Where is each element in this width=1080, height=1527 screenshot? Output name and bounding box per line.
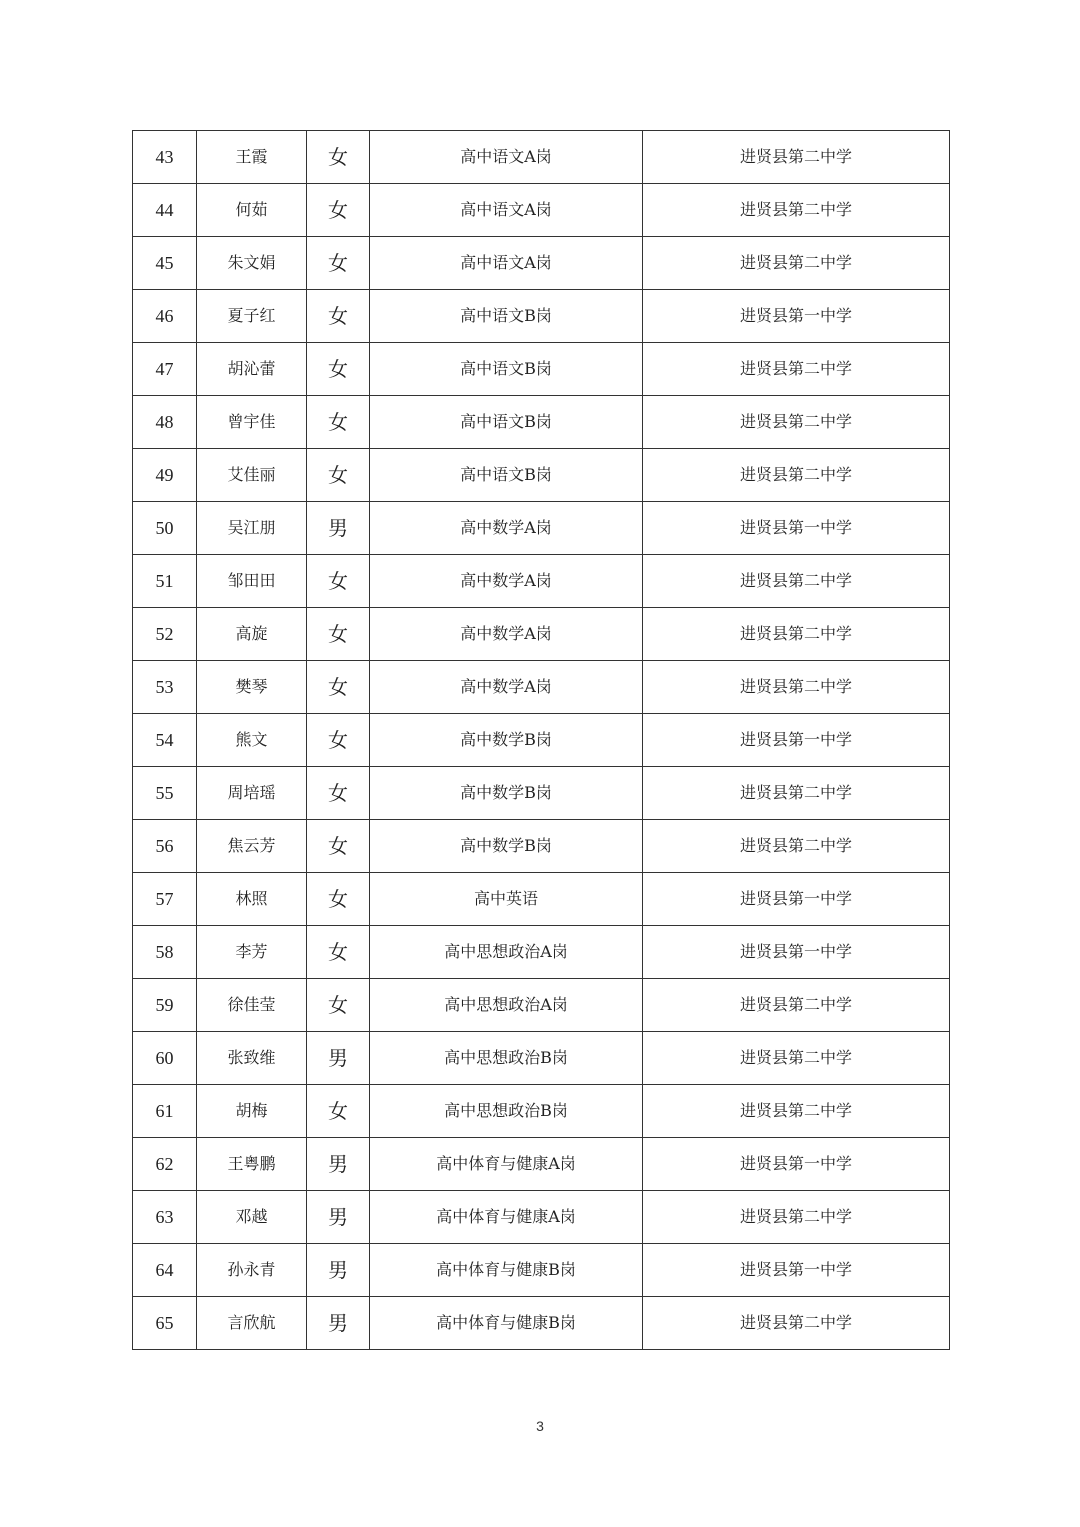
cell-number: 58 bbox=[133, 926, 197, 979]
table-row bbox=[133, 661, 950, 714]
cell-number: 53 bbox=[133, 661, 197, 714]
cell-position: 高中语文A岗 bbox=[370, 184, 643, 237]
cell-name: 胡沁蕾 bbox=[197, 343, 307, 396]
cell-number: 59 bbox=[133, 979, 197, 1032]
cell-gender: 女 bbox=[307, 396, 370, 449]
cell-name: 邓越 bbox=[197, 1191, 307, 1244]
cell-school: 进贤县第一中学 bbox=[643, 873, 950, 926]
table-row bbox=[133, 820, 950, 873]
cell-name: 朱文娟 bbox=[197, 237, 307, 290]
cell-number: 63 bbox=[133, 1191, 197, 1244]
cell-number: 49 bbox=[133, 449, 197, 502]
cell-position: 高中英语 bbox=[370, 873, 643, 926]
cell-position: 高中语文B岗 bbox=[370, 396, 643, 449]
cell-name: 曾宇佳 bbox=[197, 396, 307, 449]
cell-gender: 女 bbox=[307, 343, 370, 396]
table-row bbox=[133, 449, 950, 502]
cell-name: 李芳 bbox=[197, 926, 307, 979]
cell-number: 46 bbox=[133, 290, 197, 343]
cell-gender: 男 bbox=[307, 1297, 370, 1350]
cell-school: 进贤县第二中学 bbox=[643, 131, 950, 184]
cell-number: 54 bbox=[133, 714, 197, 767]
table-row bbox=[133, 926, 950, 979]
table-row bbox=[133, 767, 950, 820]
roster-table bbox=[132, 130, 950, 1350]
cell-number: 56 bbox=[133, 820, 197, 873]
cell-name: 王粤鹏 bbox=[197, 1138, 307, 1191]
cell-gender: 女 bbox=[307, 1085, 370, 1138]
table-row bbox=[133, 131, 950, 184]
cell-position: 高中语文B岗 bbox=[370, 449, 643, 502]
cell-number: 52 bbox=[133, 608, 197, 661]
cell-number: 48 bbox=[133, 396, 197, 449]
cell-name: 言欣航 bbox=[197, 1297, 307, 1350]
cell-gender: 男 bbox=[307, 1191, 370, 1244]
cell-position: 高中思想政治B岗 bbox=[370, 1085, 643, 1138]
cell-name: 王霞 bbox=[197, 131, 307, 184]
cell-gender: 女 bbox=[307, 237, 370, 290]
cell-name: 焦云芳 bbox=[197, 820, 307, 873]
cell-position: 高中数学A岗 bbox=[370, 608, 643, 661]
cell-name: 邹田田 bbox=[197, 555, 307, 608]
cell-gender: 女 bbox=[307, 184, 370, 237]
table-row bbox=[133, 714, 950, 767]
cell-school: 进贤县第一中学 bbox=[643, 1138, 950, 1191]
cell-school: 进贤县第二中学 bbox=[643, 608, 950, 661]
cell-number: 43 bbox=[133, 131, 197, 184]
cell-name: 艾佳丽 bbox=[197, 449, 307, 502]
cell-name: 林照 bbox=[197, 873, 307, 926]
table-row bbox=[133, 555, 950, 608]
cell-name: 张致维 bbox=[197, 1032, 307, 1085]
cell-school: 进贤县第二中学 bbox=[643, 1297, 950, 1350]
cell-name: 孙永青 bbox=[197, 1244, 307, 1297]
cell-position: 高中语文A岗 bbox=[370, 131, 643, 184]
cell-position: 高中思想政治A岗 bbox=[370, 926, 643, 979]
cell-school: 进贤县第一中学 bbox=[643, 926, 950, 979]
cell-gender: 女 bbox=[307, 820, 370, 873]
cell-number: 61 bbox=[133, 1085, 197, 1138]
cell-school: 进贤县第二中学 bbox=[643, 449, 950, 502]
cell-school: 进贤县第一中学 bbox=[643, 1244, 950, 1297]
cell-name: 熊文 bbox=[197, 714, 307, 767]
cell-name: 樊琴 bbox=[197, 661, 307, 714]
table-row bbox=[133, 396, 950, 449]
cell-school: 进贤县第一中学 bbox=[643, 502, 950, 555]
cell-gender: 女 bbox=[307, 608, 370, 661]
cell-position: 高中数学B岗 bbox=[370, 714, 643, 767]
cell-gender: 女 bbox=[307, 714, 370, 767]
cell-number: 47 bbox=[133, 343, 197, 396]
cell-gender: 男 bbox=[307, 1244, 370, 1297]
cell-gender: 女 bbox=[307, 290, 370, 343]
cell-position: 高中体育与健康A岗 bbox=[370, 1191, 643, 1244]
cell-position: 高中语文B岗 bbox=[370, 343, 643, 396]
cell-gender: 女 bbox=[307, 661, 370, 714]
cell-position: 高中数学A岗 bbox=[370, 661, 643, 714]
cell-name: 胡梅 bbox=[197, 1085, 307, 1138]
cell-position: 高中体育与健康B岗 bbox=[370, 1297, 643, 1350]
cell-gender: 女 bbox=[307, 873, 370, 926]
cell-gender: 女 bbox=[307, 131, 370, 184]
roster-table-body bbox=[133, 131, 950, 1350]
cell-name: 吴江朋 bbox=[197, 502, 307, 555]
cell-school: 进贤县第二中学 bbox=[643, 979, 950, 1032]
cell-gender: 女 bbox=[307, 979, 370, 1032]
cell-number: 50 bbox=[133, 502, 197, 555]
cell-position: 高中语文A岗 bbox=[370, 237, 643, 290]
cell-gender: 女 bbox=[307, 449, 370, 502]
cell-position: 高中语文B岗 bbox=[370, 290, 643, 343]
cell-position: 高中思想政治B岗 bbox=[370, 1032, 643, 1085]
cell-school: 进贤县第二中学 bbox=[643, 767, 950, 820]
cell-name: 徐佳莹 bbox=[197, 979, 307, 1032]
table-row bbox=[133, 290, 950, 343]
table-row bbox=[133, 608, 950, 661]
cell-position: 高中体育与健康B岗 bbox=[370, 1244, 643, 1297]
cell-position: 高中数学A岗 bbox=[370, 502, 643, 555]
cell-number: 55 bbox=[133, 767, 197, 820]
cell-school: 进贤县第二中学 bbox=[643, 396, 950, 449]
cell-gender: 女 bbox=[307, 767, 370, 820]
table-row bbox=[133, 502, 950, 555]
cell-gender: 女 bbox=[307, 926, 370, 979]
cell-number: 45 bbox=[133, 237, 197, 290]
table-row bbox=[133, 979, 950, 1032]
cell-position: 高中数学B岗 bbox=[370, 767, 643, 820]
cell-name: 高旋 bbox=[197, 608, 307, 661]
cell-number: 57 bbox=[133, 873, 197, 926]
table-row bbox=[133, 343, 950, 396]
cell-gender: 男 bbox=[307, 502, 370, 555]
cell-school: 进贤县第二中学 bbox=[643, 1085, 950, 1138]
cell-school: 进贤县第二中学 bbox=[643, 343, 950, 396]
cell-position: 高中数学A岗 bbox=[370, 555, 643, 608]
cell-school: 进贤县第二中学 bbox=[643, 820, 950, 873]
cell-school: 进贤县第二中学 bbox=[643, 555, 950, 608]
table-row bbox=[133, 1085, 950, 1138]
cell-name: 周培瑶 bbox=[197, 767, 307, 820]
cell-position: 高中数学B岗 bbox=[370, 820, 643, 873]
page-number: 3 bbox=[536, 1418, 544, 1434]
table-row bbox=[133, 184, 950, 237]
cell-number: 64 bbox=[133, 1244, 197, 1297]
cell-gender: 男 bbox=[307, 1032, 370, 1085]
cell-school: 进贤县第二中学 bbox=[643, 1032, 950, 1085]
cell-gender: 男 bbox=[307, 1138, 370, 1191]
cell-school: 进贤县第一中学 bbox=[643, 714, 950, 767]
cell-school: 进贤县第二中学 bbox=[643, 661, 950, 714]
table-row bbox=[133, 1297, 950, 1350]
cell-school: 进贤县第二中学 bbox=[643, 1191, 950, 1244]
cell-number: 44 bbox=[133, 184, 197, 237]
cell-position: 高中体育与健康A岗 bbox=[370, 1138, 643, 1191]
cell-number: 65 bbox=[133, 1297, 197, 1350]
table-row bbox=[133, 873, 950, 926]
cell-school: 进贤县第二中学 bbox=[643, 237, 950, 290]
cell-name: 何茹 bbox=[197, 184, 307, 237]
cell-name: 夏子红 bbox=[197, 290, 307, 343]
cell-gender: 女 bbox=[307, 555, 370, 608]
cell-number: 62 bbox=[133, 1138, 197, 1191]
cell-position: 高中思想政治A岗 bbox=[370, 979, 643, 1032]
cell-number: 60 bbox=[133, 1032, 197, 1085]
table-row bbox=[133, 1138, 950, 1191]
cell-school: 进贤县第二中学 bbox=[643, 184, 950, 237]
cell-number: 51 bbox=[133, 555, 197, 608]
table-row bbox=[133, 1191, 950, 1244]
cell-school: 进贤县第一中学 bbox=[643, 290, 950, 343]
table-row bbox=[133, 237, 950, 290]
table-row bbox=[133, 1244, 950, 1297]
table-row bbox=[133, 1032, 950, 1085]
